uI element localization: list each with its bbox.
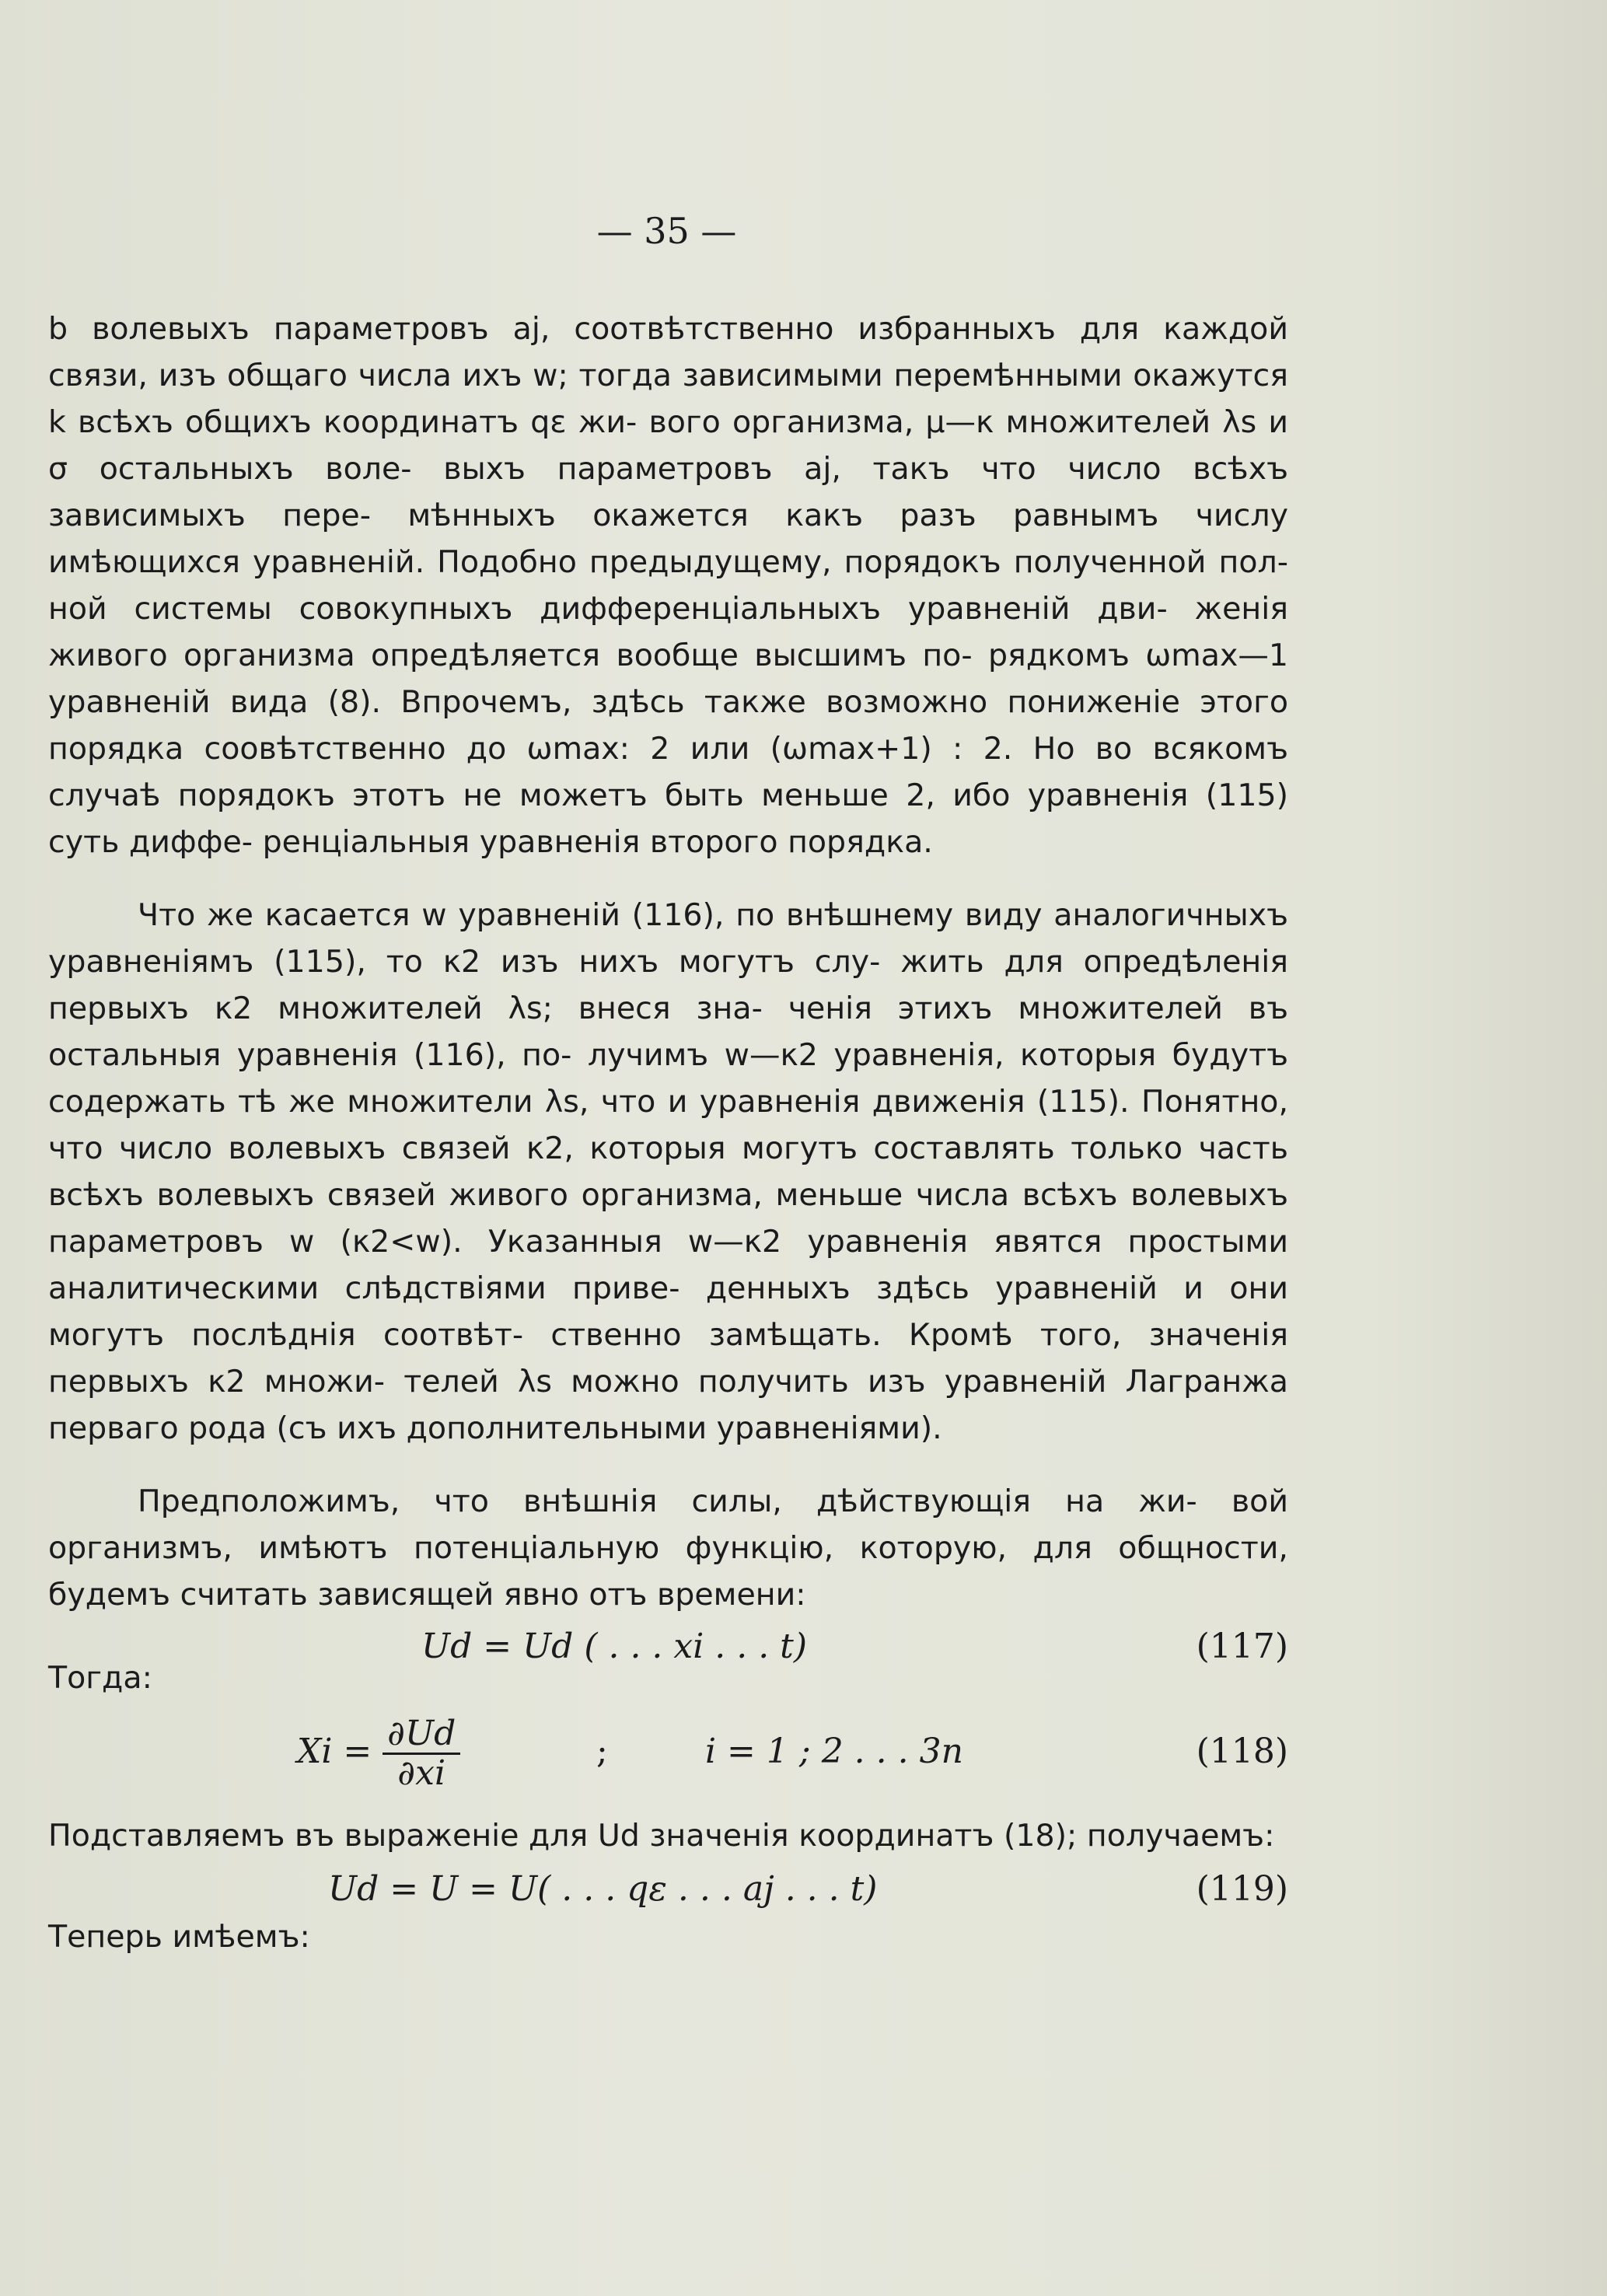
text-line: Теперь имѣемъ: xyxy=(48,1919,310,1955)
text-line: Предположимъ, что внѣшнія силы, дѣйствующія на жи- xyxy=(138,1483,1197,1519)
text-line: рядкомъ ωmax—1 уравненій вида (8). Впрочемъ, здѣсь также xyxy=(48,638,1288,720)
then-line xyxy=(48,1654,1288,1696)
paragraph-2 xyxy=(48,892,1288,1452)
equation-number: (117) xyxy=(1196,1627,1288,1666)
equation-119 xyxy=(48,1865,1288,1913)
equation-lhs: Xi = xyxy=(297,1732,372,1771)
paragraph-4 xyxy=(48,1812,1288,1859)
equation-separator: ; xyxy=(596,1732,608,1771)
text-line: уравненій. Подобно предыдущему, порядокъ полученной пол- xyxy=(253,544,1288,580)
text-line: b волевыхъ параметровъ aj, соотвѣтственно избранныхъ для xyxy=(48,311,1140,347)
text-line: денныхъ здѣсь уравненій и они могутъ послѣднія соотвѣт- xyxy=(48,1270,1288,1353)
text-line: или (ωmax+1) : 2. Но во всякомъ случаѣ порядокъ этотъ не xyxy=(48,731,1288,813)
text-line: Что же касается w уравненій (116), по внѣшнему виду xyxy=(138,897,1043,933)
text-line: мѣнныхъ окажется какъ разъ равнымъ числу имѣющихся xyxy=(48,498,1288,580)
fraction xyxy=(383,1715,460,1792)
text-line: ренціальныя уравненія второго порядка. xyxy=(262,824,933,860)
equation-formula xyxy=(297,1705,460,1798)
text-line: перемѣнными окажутся k всѣхъ общихъ координатъ qε жи- xyxy=(48,358,1288,440)
text-line: ственно замѣщать. Кромѣ того, значенія первыхъ κ2 множи- xyxy=(48,1317,1288,1400)
page-number: — 35 — xyxy=(596,210,737,252)
text-line: Подставляемъ въ выраженіе для Ud значенія координатъ xyxy=(48,1818,994,1854)
text-line: выхъ параметровъ aj, такъ что число всѣхъ зависимыхъ пере- xyxy=(48,451,1288,533)
text-line: каждой связи, изъ общаго числа ихъ w; тогда зависимыми xyxy=(48,311,1288,393)
text-line: уравненія явятся простыми аналитическими слѣдствіями приве- xyxy=(48,1224,1288,1306)
text-line: (18); получаемъ: xyxy=(1003,1818,1275,1854)
equation-number: (118) xyxy=(1196,1732,1288,1771)
text-line: рода (съ ихъ дополнительными уравненіями). xyxy=(188,1410,942,1446)
closing-line xyxy=(48,1913,1288,1960)
text-line: ченія этихъ множителей въ остальныя уравненія (116), по- xyxy=(48,991,1288,1073)
paragraph-1 xyxy=(48,306,1288,865)
text-line: число волевыхъ связей κ2, которыя могутъ составлять только xyxy=(118,1131,1183,1166)
text-line: ной системы совокупныхъ дифференціальныхъ уравненій дви- xyxy=(48,591,1168,627)
text-line: множители λs, что и уравненія движенія (115). Понятно, что xyxy=(48,1084,1289,1166)
body-text xyxy=(48,306,1288,1960)
fraction-numerator: ∂Ud xyxy=(383,1715,460,1755)
text-line: всѣхъ волевыхъ параметровъ w (κ2<w). Указанныя w—κ2 xyxy=(48,1177,1288,1260)
equation-number: (119) xyxy=(1196,1869,1288,1909)
equation-range: i = 1 ; 2 . . . 3n xyxy=(705,1732,963,1771)
equation-formula: Ud = Ud ( . . . xi . . . t) xyxy=(421,1627,808,1666)
then-label: Тогда: xyxy=(48,1660,152,1696)
text-line: можетъ быть меньше 2, ибо уравненія (115) суть диффе- xyxy=(48,778,1289,860)
text-line: часть всѣхъ волевыхъ связей живого организма, меньше числа xyxy=(48,1131,1289,1213)
text-line: телей λs можно получить изъ уравненій Лагранжа перваго xyxy=(48,1364,1288,1446)
text-line: для общности, будемъ считать зависящей явно отъ времени: xyxy=(48,1530,1288,1613)
equation-118 xyxy=(48,1705,1288,1798)
text-line: вого организма, μ—κ множителей λs и σ остальныхъ воле- xyxy=(48,404,1288,487)
text-line: жить для опредѣленія первыхъ κ2 множителей λs; внеся зна- xyxy=(48,944,1288,1026)
text-line: лучимъ w—κ2 уравненія, которыя будутъ содержать тѣ же xyxy=(48,1037,1288,1120)
text-line: аналогичныхъ уравненіямъ (115), то κ2 изъ нихъ могутъ слу- xyxy=(48,897,1288,980)
fraction-denominator: ∂xi xyxy=(397,1753,446,1793)
text-line: возможно пониженіе этого порядка соовѣтственно до ωmax: 2 xyxy=(48,684,1288,767)
equation-formula: Ud = U = U( . . . qε . . . aj . . . t) xyxy=(328,1869,878,1909)
text-line: женія живого организма опредѣляется вообще высшимъ по- xyxy=(48,591,1288,673)
paragraph-3 xyxy=(48,1478,1288,1618)
text-line: вой организмъ, имѣютъ потенціальную функцію, которую, xyxy=(48,1483,1288,1566)
